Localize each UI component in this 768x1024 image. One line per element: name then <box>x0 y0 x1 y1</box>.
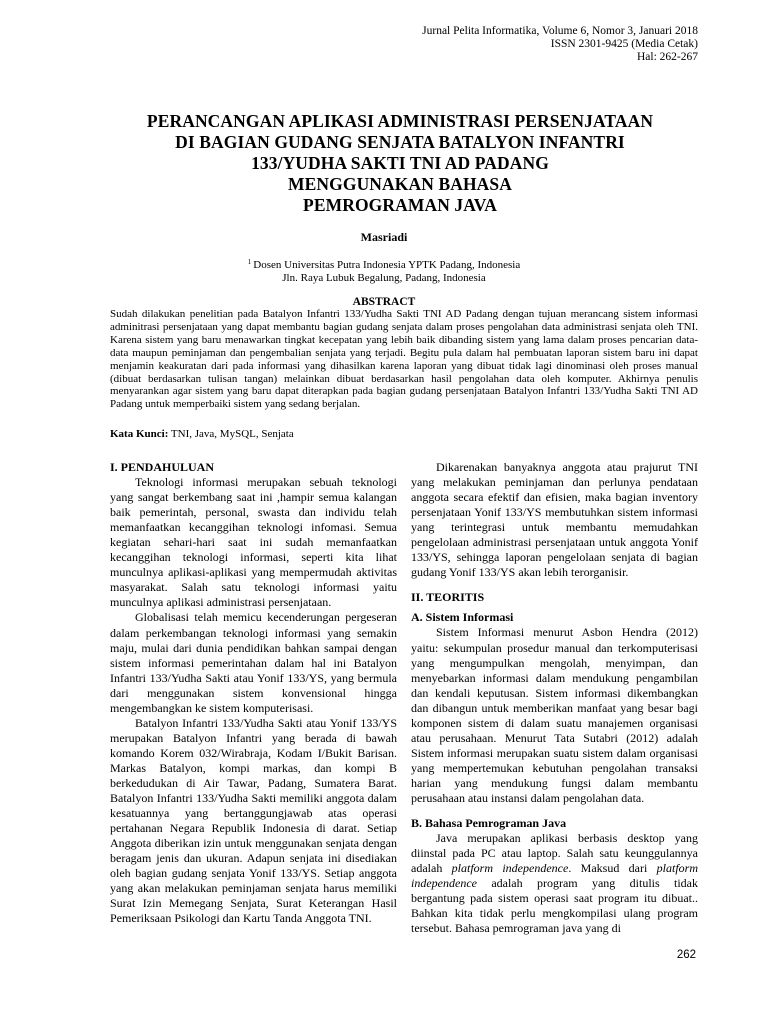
paper-title <box>110 111 690 216</box>
affiliation-institution: Dosen Universitas Putra Indonesia YPTK Padang, Indonesia <box>253 259 521 271</box>
paragraph: Teknologi informasi merupakan sebuah teknologi yang sangat berkembang saat ini ,hampir semua kalangan baik pemerintah, personal, swasta dan individu telah memanfaatkan kecanggihan teknologi infomasi. Semua kegiatan sehari-hari saat ini sudah memanfaatkan kecanggihan teknologi informasi, seperti kita lihat munculnya aplikasi-aplikasi yang mempermudah aktivitas masyarakat. Salah satu teknologi informasi yaitu munculnya aplikasi administrasi persenjataan. <box>110 475 397 610</box>
italic-term: platform independence <box>451 861 569 876</box>
journal-name: Jurnal Pelita Informatika, Volume 6, Nomor 3, Januari 2018 <box>422 25 698 37</box>
affiliation <box>0 256 768 285</box>
paragraph: Globalisasi telah memicu kecenderungan pergeseran dalam perkembangan teknologi informasi yang semakin maju, mulai dari dunia pendidikan bahkan sampai dengan sistem informasi pemerintahan dalam hal ini Batalyon Infantri 133/Yudha Sakti atau Yonif 133/YS, yang bermula dari menggunakan sistem konvensional hingga mengembangkan ke sistem komputerisasi. <box>110 610 397 715</box>
title-line: PEMROGRAMAN JAVA <box>303 195 497 215</box>
paragraph-java <box>411 831 698 936</box>
paragraph: Sistem Informasi menurut Asbon Hendra (2012) yaitu: sekumpulan prosedur manual dan terkomputerisasi yang mengumpulkan mengolah, menyimpan, dan menyebarkan informasi dalam mendukung pengambilan dan kendali keputusan. Sistem informasi dikembangkan dan dibangun untuk memberikan manfaat yang besar bagi komponen sistem di dalam suatu manajemen organisasi atau perusahaan. Menurut Tata Sutabri (2012) adalah Sistem informasi merupakan suatu sistem dalam organisasi yang mempertemukan kebutuhan pengolahan transaksi harian yang mendukung fungsi dalam membantu perusahaan atau instansi dalam pengolahan data. <box>411 625 698 805</box>
keywords-label: Kata Kunci: <box>110 428 169 440</box>
abstract-heading: ABSTRACT <box>352 296 416 308</box>
right-column <box>411 460 698 936</box>
paragraph: Batalyon Infantri 133/Yudha Sakti atau Yonif 133/YS merupakan Batalyon Infantri yang berada di bawah komando Korem 032/Wirabraja, Kodam I/Bukit Barisan. Markas Batalyon, kompi markas, dan kompi B berkedudukan di Air Tawar, Padang, Sumatera Barat. Batalyon Infantri 133/Yudha Sakti memiliki anggota dalam kesatuannya yang bertanggungjawab atas operasi pertahanan Negara Republik Indonesia di darat. Setiap Anggota diberikan izin untuk menggunakan senjata dengan beragam jenis dan ukuran. Adapun senjata ini disediakan oleh bagian gudang senjata Yonif 133/YS. Setiap anggota yang akan melakukan peminjaman senjata harus memiliki Surat Izin Memegang Senjata, Surat Keterangan Hasil Pemeriksaan Psikologi dan Kartu Tanda Anggota TNI. <box>110 715 397 926</box>
title-line: PERANCANGAN APLIKASI ADMINISTRASI PERSENJATAAN <box>146 111 654 131</box>
title-line: DI BAGIAN GUDANG SENJATA BATALYON INFANTRI <box>175 132 625 152</box>
keywords <box>110 428 294 440</box>
affiliation-marker: 1 <box>247 258 252 266</box>
text-run: . Maksud dari <box>568 861 657 876</box>
subsection-sistem-informasi: A. Sistem Informasi <box>411 610 514 625</box>
title-line: MENGGUNAKAN BAHASA <box>288 174 512 194</box>
subsection-bahasa-java: B. Bahasa Pemrograman Java <box>411 816 567 831</box>
section-title-teoritis: II. TEORITIS <box>411 590 485 605</box>
page-range: Hal: 262-267 <box>636 51 698 63</box>
abstract-text: Sudah dilakukan penelitian pada Batalyon Infantri 133/Yudha Sakti TNI AD Padang dengan tujuan merancang sistem informasi adminitrasi persenjataan yang dapat membantu bagian gudang senjata dalam proses pengolahan data administrasi senjata oleh TNI. Karena sistem yang baru menawarkan tingkat kecepatan yang lebih baik dibanding sistem yang lama dalam proses pencarian data-data maupun peminjaman dan pengembalian senjata yang terjadi. Begitu pula dalam hal pembuatan laporan sistem baru ini dapat menjamin keakuratan dari pada informasi yang dihasilkan karena laporan yang dibuat tidak lagi dinominasi oleh proses manual (dibuat berdasarkan tulisan tangan) melainkan dibuat berdasarkan hasil pengolahan data oleh komputer. Akhirnya penulis menyarankan agar sistem yang baru dapat diterapkan pada bagian gudang persenjataan Batalyon Infantri 133/Yudha Sakti TNI AD Padang untuk memperbaiki sistem yang sedang berjalan. <box>110 308 698 411</box>
text-run: adalah program yang ditulis tidak bergantung pada sistem operasi saat program itu dibuat.. Bahkan kita tidak perlu mengkompilasi ulang program tersebut. Bahasa pemrograman java yang di <box>411 876 698 936</box>
title-line: 133/YUDHA SAKTI TNI AD PADANG <box>251 153 549 173</box>
journal-header <box>422 25 698 64</box>
left-column <box>110 460 397 926</box>
paragraph: Dikarenakan banyaknya anggota atau prajurut TNI yang melakukan peminjaman dan perlunya pendataan anggota secara efektif dan efisien, maka bagian inventory persenjataan Yonif 133/YS membutuhkan sistem informasi yang terintegrasi untuk membantu memudahkan pengelolaan administrasi persenjataan untuk anggota Yonif 133/YS, sehingga laporan pengelolaan senjata di bagian gudang Yonif 133/YS akan lebih terorganisir. <box>411 460 698 580</box>
issn: ISSN 2301-9425 (Media Cetak) <box>550 38 698 50</box>
author-name: Masriadi <box>360 230 408 244</box>
section-title-pendahuluan: I. PENDAHULUAN <box>110 460 215 474</box>
page-number: 262 <box>676 949 696 961</box>
affiliation-address: Jln. Raya Lubuk Begalung, Padang, Indonesia <box>282 272 486 284</box>
keywords-text: TNI, Java, MySQL, Senjata <box>168 428 294 440</box>
text-run: Java merupakan aplikasi berbasis desktop yang diinstal pada PC atau laptop. Salah satu keunggulannya adalah <box>411 831 698 876</box>
italic-term: platform independence <box>411 861 699 891</box>
